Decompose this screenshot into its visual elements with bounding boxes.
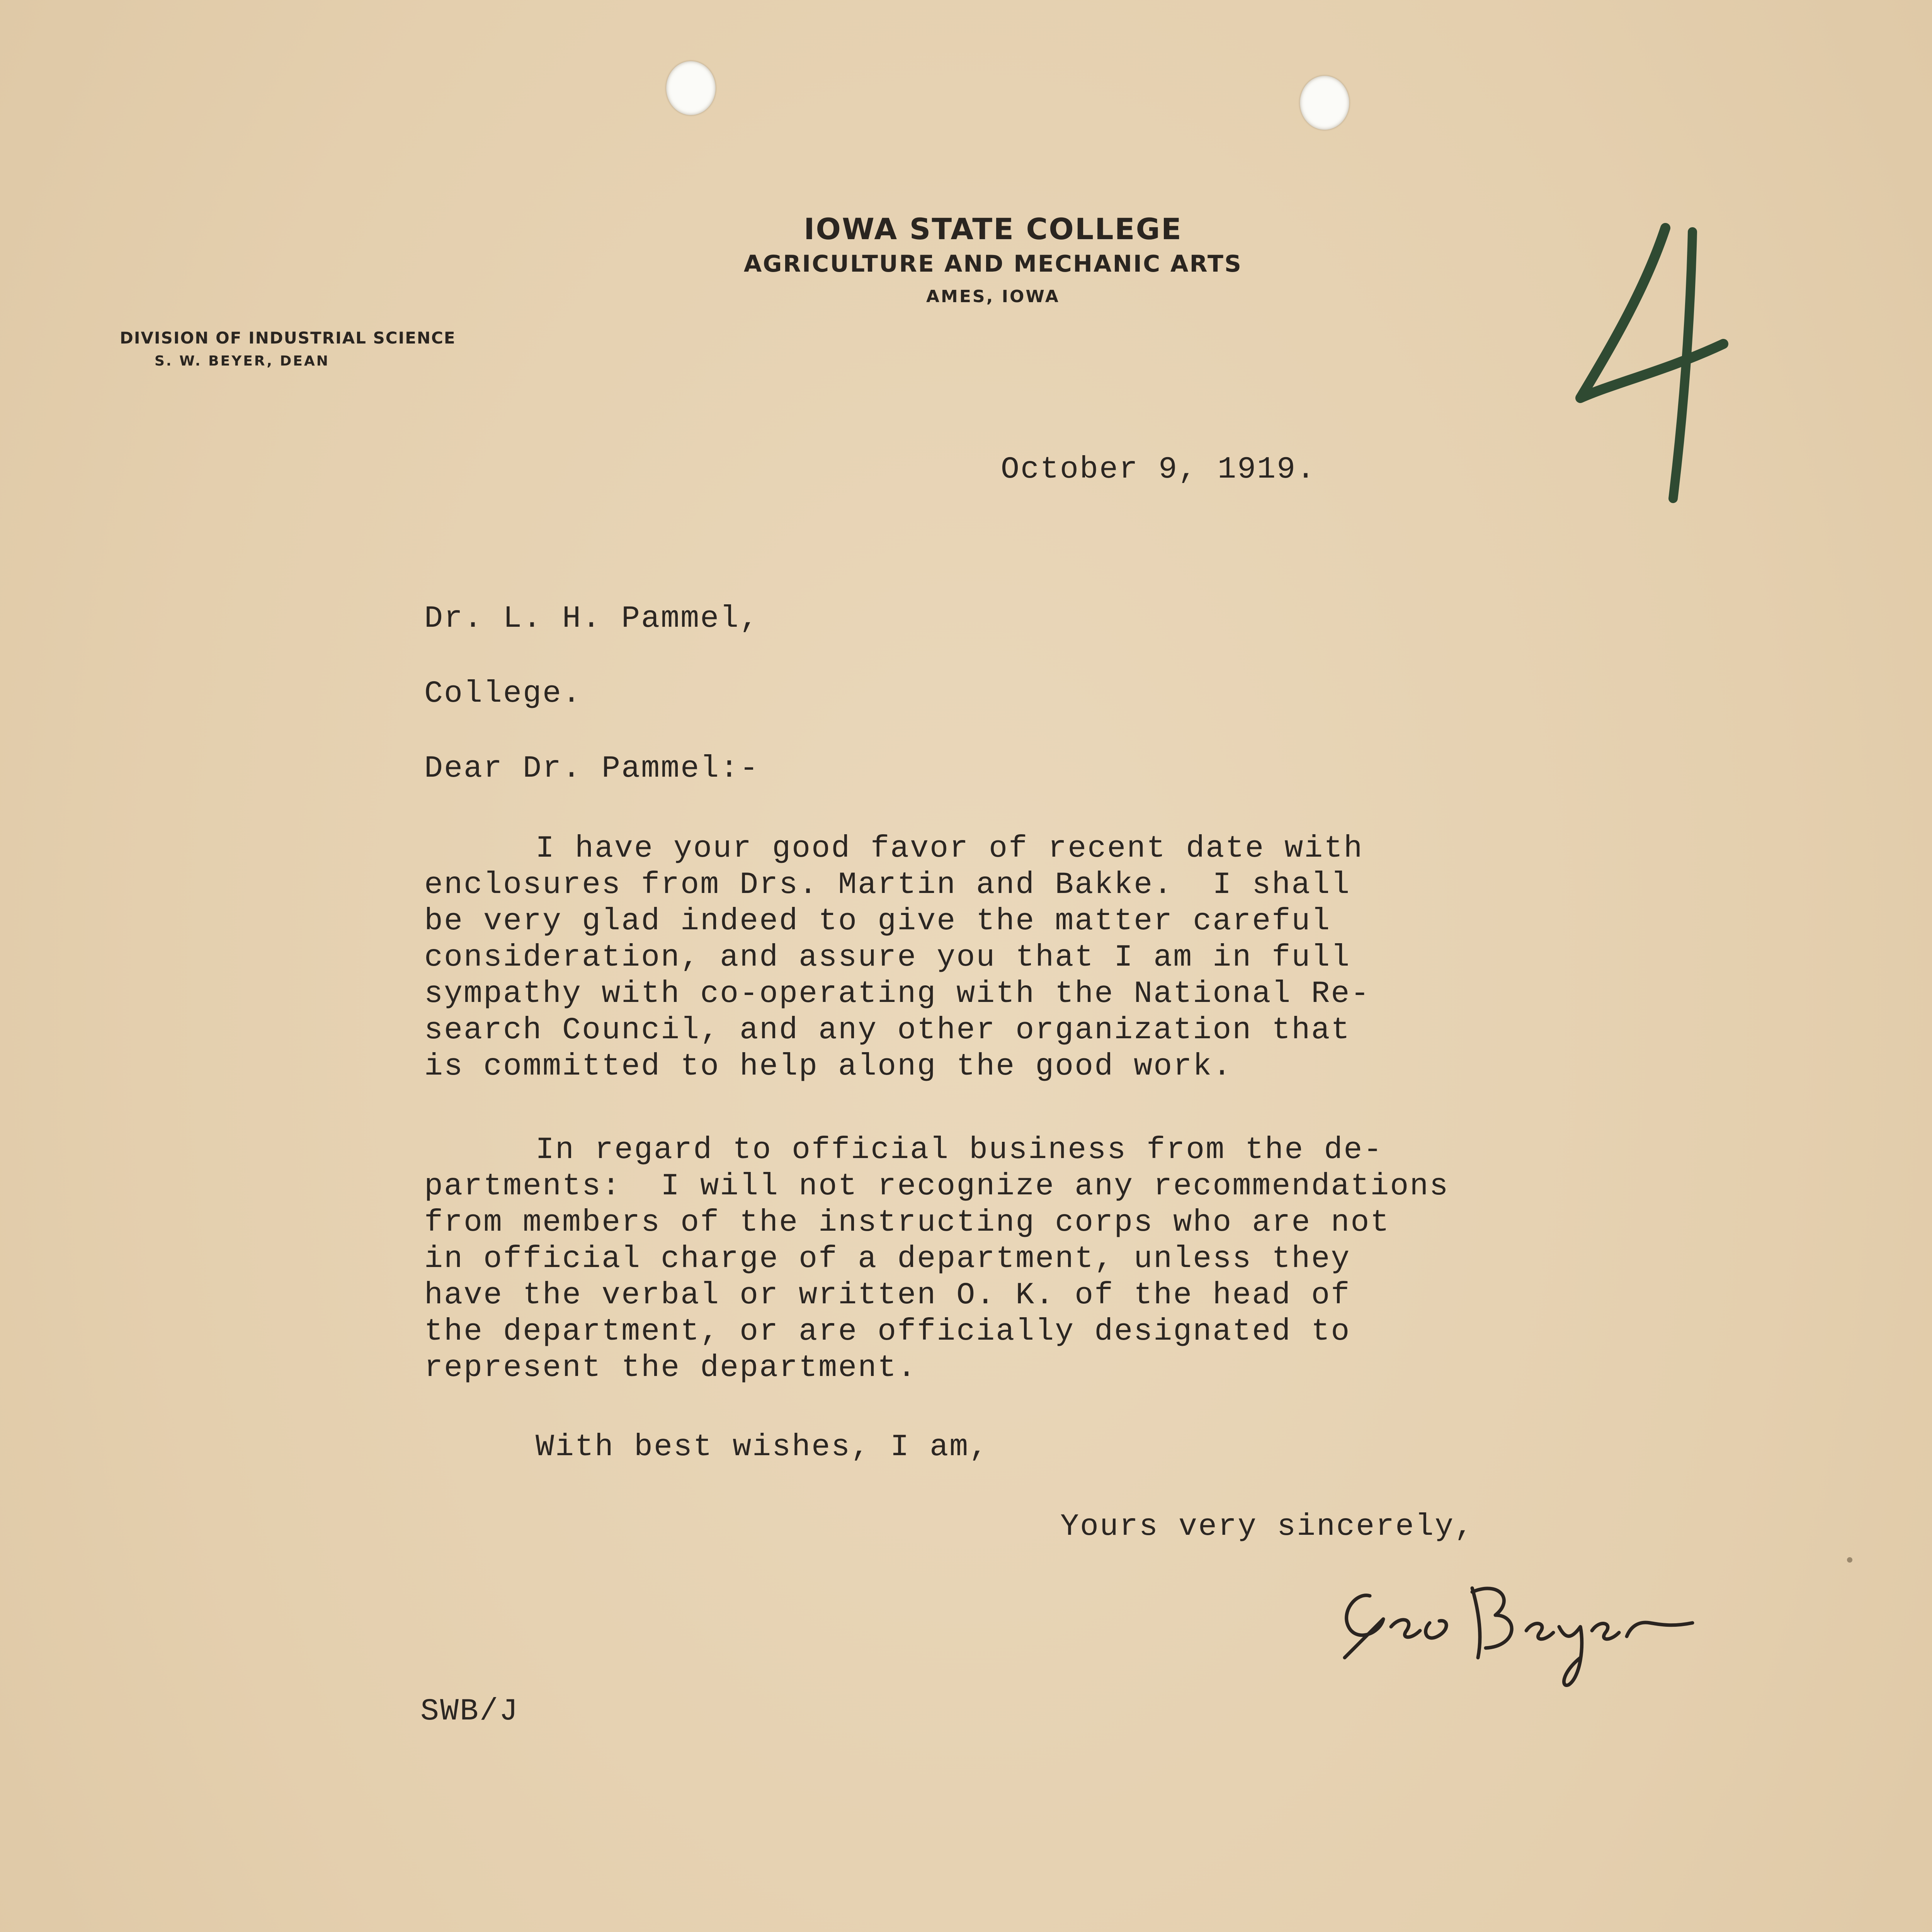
salutation: Dear Dr. Pammel:-: [424, 751, 760, 786]
division-dean: S. W. BEYER, DEAN: [155, 353, 330, 369]
paragraph-line: enclosures from Drs. Martin and Bakke. I shall: [424, 867, 1351, 903]
typist-initials: SWB/J: [420, 1694, 519, 1729]
recipient-address: College.: [424, 676, 582, 711]
paragraph-line: search Council, and any other organization that: [424, 1013, 1351, 1048]
paragraph-line: have the verbal or written O. K. of the head of: [424, 1278, 1351, 1313]
paragraph-line: represent the department.: [424, 1350, 917, 1386]
paper-speck: [1847, 1557, 1852, 1563]
paragraph-line: in official charge of a department, unless they: [424, 1242, 1351, 1277]
paragraph-line: is committed to help along the good work.: [424, 1049, 1233, 1084]
division-name: DIVISION OF INDUSTRIAL SCIENCE: [120, 328, 456, 347]
letterhead-city: AMES, IOWA: [926, 287, 1060, 306]
paragraph-line: I have your good favor of recent date with: [536, 831, 1364, 866]
valediction: Yours very sincerely,: [1060, 1509, 1475, 1544]
body-paragraph-2: [424, 1132, 1449, 1386]
body-paragraph-1: [424, 831, 1370, 1085]
recipient-name: Dr. L. H. Pammel,: [424, 601, 760, 636]
folio-mark-four: [1569, 216, 1731, 510]
paragraph-line: from members of the instructing corps who are not: [424, 1205, 1390, 1240]
letter-date: October 9, 1919.: [1001, 452, 1316, 487]
signature: [1333, 1569, 1719, 1692]
punch-hole-right: [1300, 76, 1349, 130]
paragraph-line: partments: I will not recognize any recommendations: [424, 1169, 1449, 1204]
paragraph-line: consideration, and assure you that I am in full: [424, 940, 1351, 975]
letterhead-institution: IOWA STATE COLLEGE: [804, 212, 1182, 246]
paragraph-line: the department, or are officially designated to: [424, 1314, 1351, 1349]
paragraph-line: sympathy with co-operating with the National Re-: [424, 976, 1371, 1012]
punch-hole-left: [666, 61, 716, 115]
closing-line: With best wishes, I am,: [536, 1430, 989, 1465]
paragraph-line: be very glad indeed to give the matter careful: [424, 904, 1331, 939]
paragraph-line: In regard to official business from the de-: [536, 1133, 1383, 1168]
letterhead-subtitle: AGRICULTURE AND MECHANIC ARTS: [743, 250, 1243, 277]
